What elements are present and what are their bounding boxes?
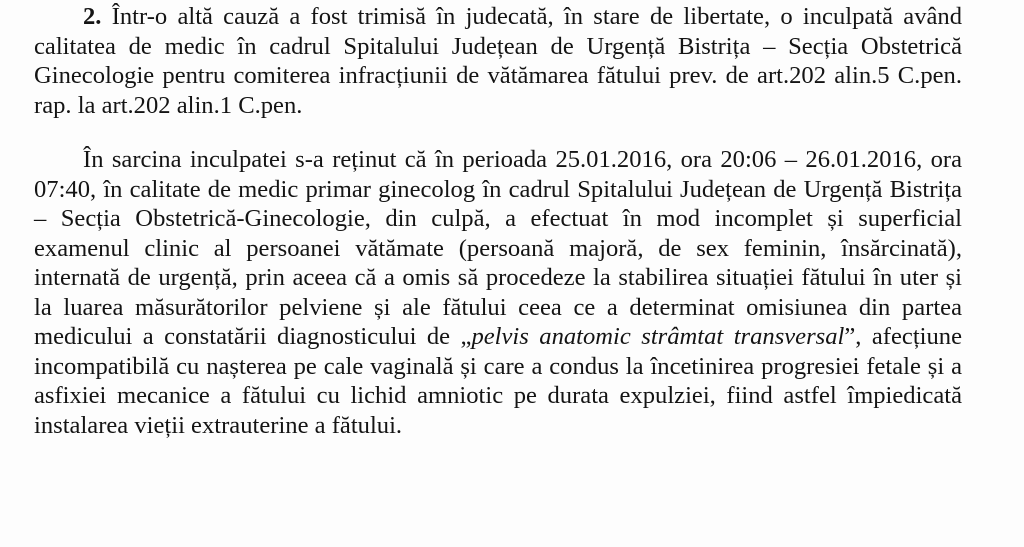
paragraph-number: 2. [83,3,102,30]
paragraph-2-text-end: ”, afecțiune incompatibilă cu nașterea pe cale vaginală și care a condus la încetinirea progresiei fetale și a asfixiei mecanice a fătului cu lichid amniotic pe durata expulziei, fiind astfel împiedicată instalarea vieții extrauterine a fătului. [34,323,963,439]
paragraph-2-text-start: În sarcina inculpatei s-a reținut că în perioada 25.01.2016, ora 20:06 – 26.01.2016, ora 07:40, în calitate de medic primar ginecolog în cadrul Spitalului Județean de Urgență Bistrița – Secția Obstetrică-Ginecologie, din culpă, a efectuat în mod incomplet și superficial examenul clinic al persoanei vătămate (persoană majoră, de sex feminin, însărcinată), internată de urgență, prin aceea că a omis să procedeze la stabilirea situației fătului în uter și la luarea măsurătorilor pelviene și ale fătului ceea ce a determinat omisiunea din partea medicului a constatării diagnosticului de „ [34,146,962,350]
paragraph-1 [34,2,962,120]
diagnosis-quote: pelvis anatomic strâmtat transversal [471,323,845,350]
paragraph-1-text: Într-o altă cauză a fost trimisă în judecată, în stare de libertate, o inculpată având calitatea de medic în cadrul Spitalului Județean de Urgență Bistrița – Secția Obstetrică Ginecologie pentru comiterea infracțiunii de vătămarea fătului prev. de art.202 alin.5 C.pen. rap. la art.202 alin.1 C.pen. [34,3,962,119]
paragraph-2 [34,145,962,440]
cropped-next-line [88,541,388,547]
